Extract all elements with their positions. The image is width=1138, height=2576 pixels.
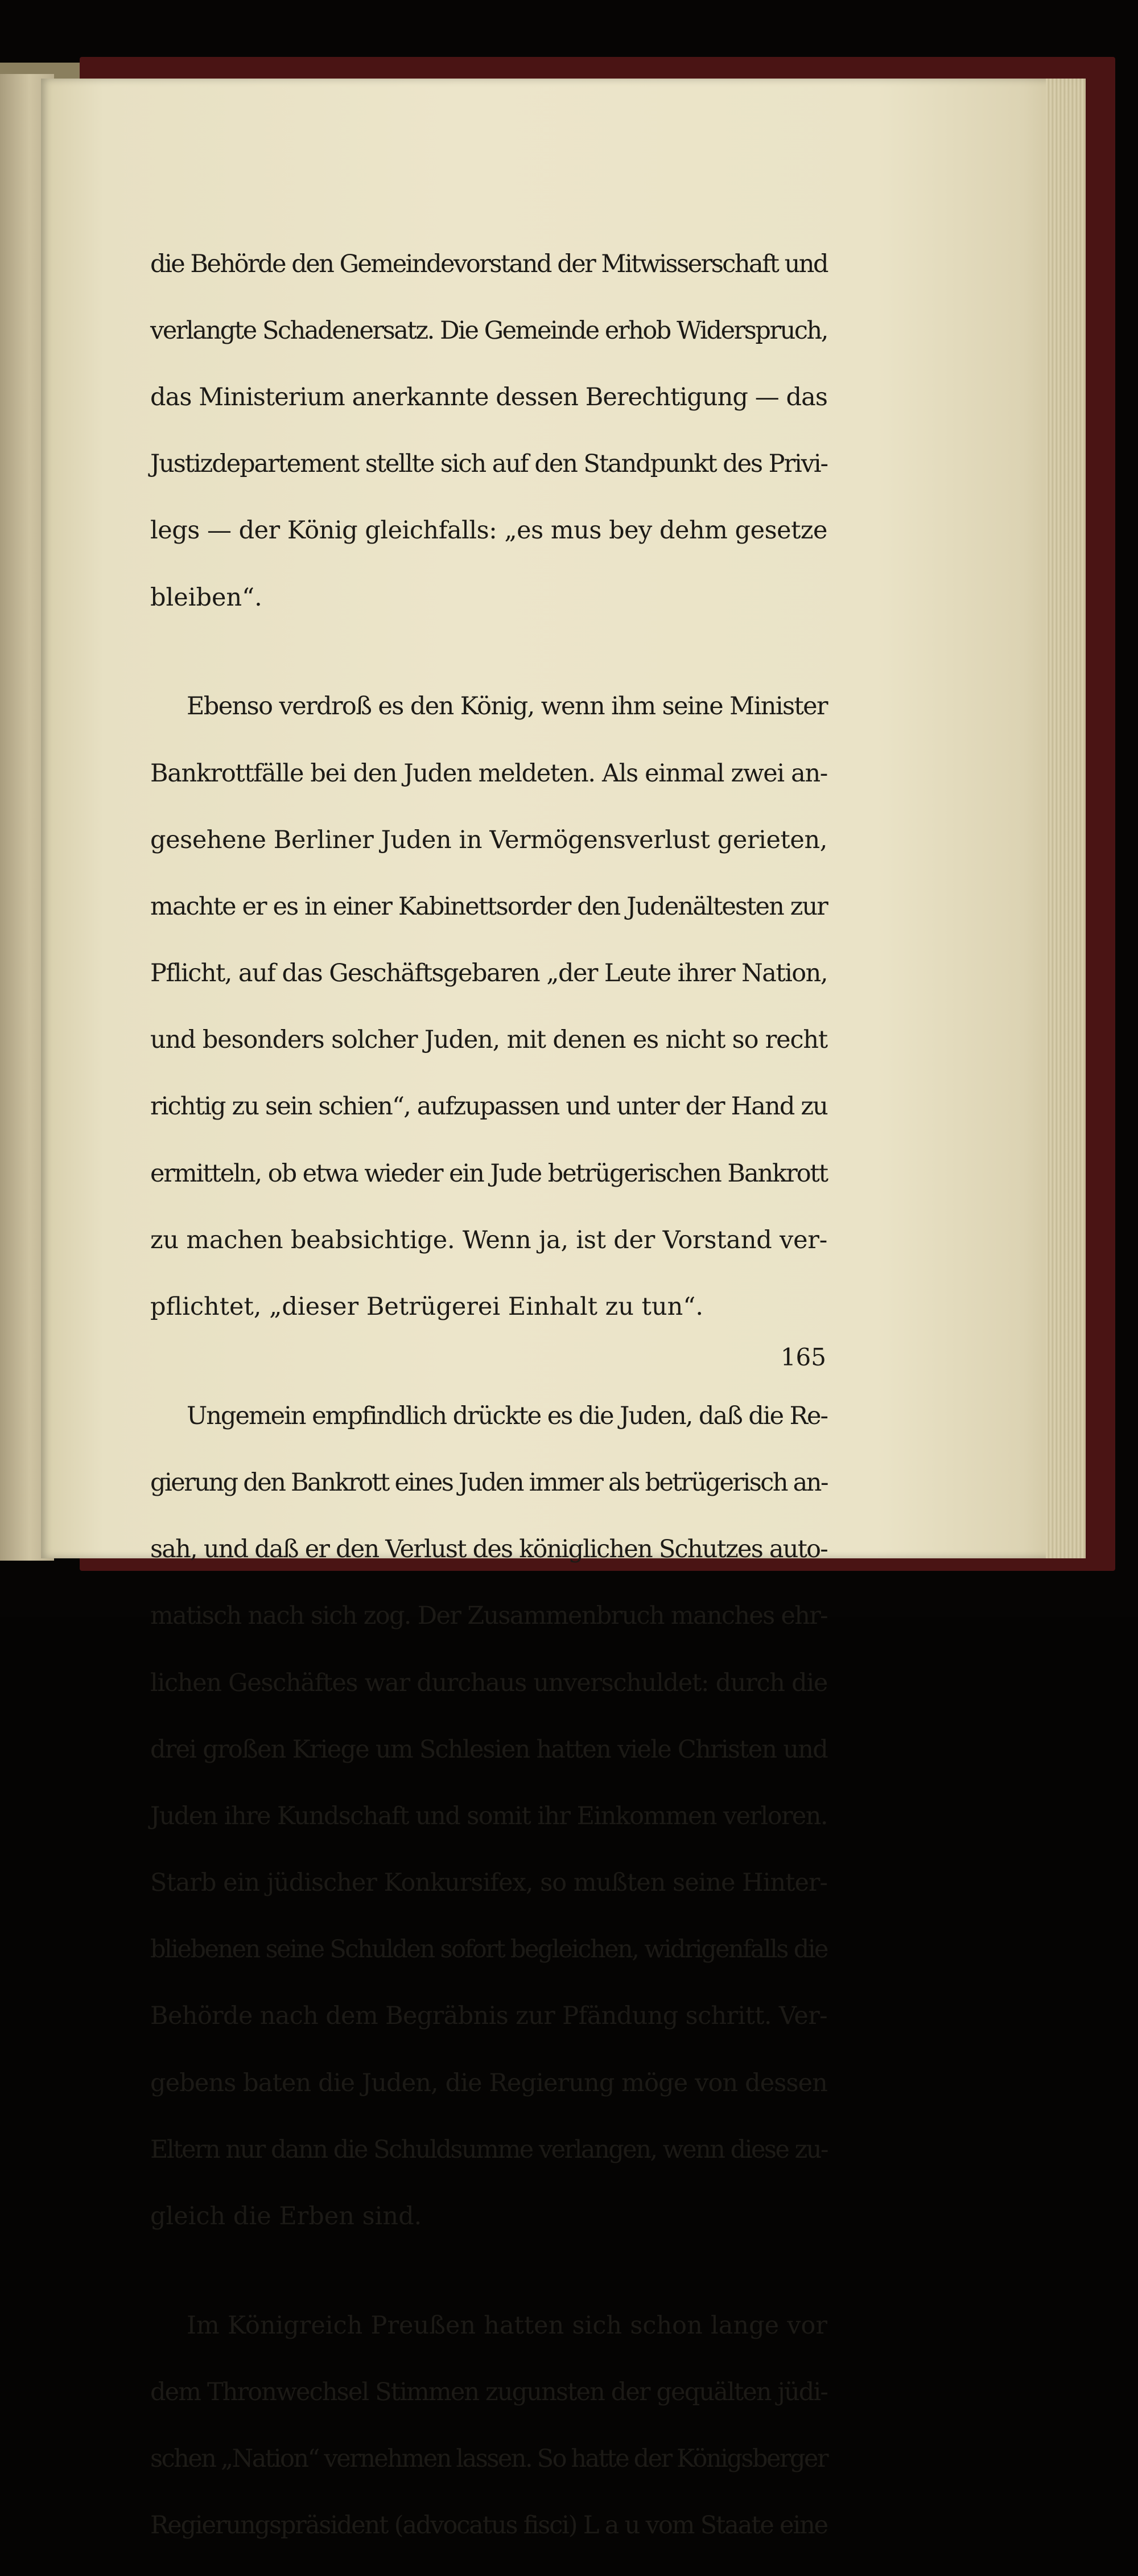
paragraph-2 bbox=[150, 657, 827, 1357]
text-line: gesehene Berliner Juden in Vermögensverlust gerieten, bbox=[150, 825, 827, 854]
text-line: Regierungspräsident (advocatus fisci) L a u vom Staate eine bbox=[150, 2511, 827, 2540]
text-line: und besonders solcher Juden, mit denen es nicht so recht bbox=[150, 1026, 827, 1055]
text-line: Eltern nur dann die Schuldsumme verlangen, wenn diese zu- bbox=[150, 2135, 827, 2164]
text-line: Behörde nach dem Begräbnis zur Pfändung schritt. Ver- bbox=[150, 2002, 827, 2031]
body-text bbox=[150, 214, 827, 2576]
text-line: Ebenso verdroß es den König, wenn ihm seine Minister bbox=[187, 692, 827, 721]
text-line: pflichtet, „dieser Betrügerei Einhalt zu tun“. bbox=[150, 1293, 703, 1321]
text-line: richtig zu sein schien“, aufzupassen und unter der Hand zu bbox=[150, 1092, 827, 1121]
text-line: bliebenen seine Schulden sofort begleichen, widrigenfalls die bbox=[150, 1935, 827, 1964]
text-line: gleich die Erben sind. bbox=[150, 2202, 422, 2231]
text-line: Justizdepartement stellte sich auf den Standpunkt des Privi- bbox=[150, 450, 827, 479]
text-line: gebens baten die Juden, die Regierung möge von dessen bbox=[150, 2068, 827, 2097]
text-line: lichen Geschäftes war durchaus unverschuldet: durch die bbox=[150, 1668, 827, 1697]
text-line: schen „Nation“ vernehmen lassen. So hatte der Königsberger bbox=[150, 2445, 827, 2474]
text-line: verlangte Schadenersatz. Die Gemeinde erhob Widerspruch, bbox=[150, 316, 827, 345]
text-line: legs — der König gleichfalls: „es mus bey dehm gesetze bbox=[150, 516, 827, 545]
text-line: die Behörde den Gemeindevorstand der Mitwisserschaft und bbox=[150, 249, 827, 278]
paragraph-3 bbox=[150, 1366, 827, 2266]
text-line: sah, und daß er den Verlust des königlichen Schutzes auto- bbox=[150, 1535, 827, 1564]
text-line: matisch nach sich zog. Der Zusammenbruch manches ehr- bbox=[150, 1602, 827, 1631]
text-line: Bankrottfälle bei den Juden meldeten. Als einmal zwei an- bbox=[150, 759, 827, 788]
text-line: gierung den Bankrott eines Juden immer als betrügerisch an- bbox=[150, 1468, 827, 1497]
paragraph-4 bbox=[150, 2275, 827, 2575]
text-line: Im Königreich Preußen hatten sich schon lange vor bbox=[187, 2311, 827, 2340]
text-line: Juden ihre Kundschaft und somit ihr Einkommen verloren. bbox=[150, 1801, 827, 1830]
text-line: bleiben“. bbox=[150, 583, 262, 612]
page-edges bbox=[1046, 79, 1086, 1558]
text-line: zu machen beabsichtige. Wenn ja, ist der Vorstand ver- bbox=[150, 1225, 827, 1254]
text-line: Starb ein jüdischer Konkursifex, so mußten seine Hinter- bbox=[150, 1869, 827, 1898]
page-number: 165 bbox=[780, 1343, 826, 1371]
text-line: machte er es in einer Kabinettsorder den Judenältesten zur bbox=[150, 892, 827, 921]
paragraph-1 bbox=[150, 214, 827, 648]
text-line: ermitteln, ob etwa wieder ein Jude betrügerischen Bankrott bbox=[150, 1159, 827, 1188]
text-line: Pflicht, auf das Geschäftsgebaren „der Leute ihrer Nation, bbox=[150, 959, 827, 988]
text-line: das Ministerium anerkannte dessen Berechtigung — das bbox=[150, 382, 827, 411]
text-line: dem Thronwechsel Stimmen zugunsten der gequälten jüdi- bbox=[150, 2378, 827, 2406]
text-line: drei großen Kriege um Schlesien hatten viele Christen und bbox=[150, 1735, 827, 1764]
text-line: Ungemein empfindlich drückte es die Juden, daß die Re- bbox=[187, 1401, 827, 1430]
